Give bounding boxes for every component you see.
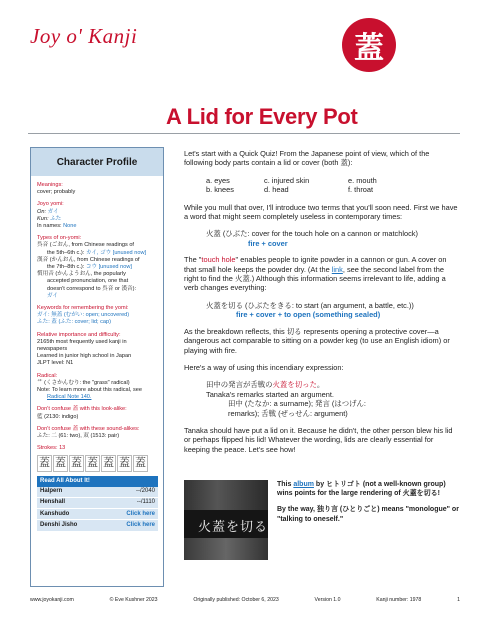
on-reading: ガイ (47, 208, 59, 215)
kanji-seal: 蓋 (342, 18, 396, 72)
example-hibuta (206, 229, 460, 248)
keyword-line-1: ガイ: 無蓋 (むがい: open; uncovered) (37, 312, 130, 319)
strokes-heading: Strokes: 13 (37, 445, 66, 452)
relative-heading: Relative importance and difficulty: (37, 331, 121, 338)
site-logo: Joy o' Kanji (30, 24, 138, 48)
relative-line-1: 2165th most frequently used kanji in newspapers (37, 338, 127, 353)
cannon-link[interactable]: link (331, 264, 343, 274)
breakdown-paragraph: As the breakdown reflects, this 切る represents opening a protective cover—a dangerous act comparable to sitting on a powder keg (to use an English idiom) or playing with fire. (184, 326, 450, 355)
keyword-line-2: ふた: 蓋 (ふた: cover; lid; cap) (37, 319, 111, 326)
joyo-heading: Joyo yomi: (37, 201, 64, 208)
example-kiru-line: 火蓋を切る (ひぶたをきる: to start (an argument, a battle, etc.)) (206, 300, 414, 310)
text-run: " enables people to ignite powder in a cannon or gun. A cover on that small hole keeps the powder dry. (At the (184, 255, 447, 274)
types-heading: Types of on-yomi: (37, 235, 82, 242)
character-profile (30, 147, 164, 587)
album-cover-title: 火蓋を切る (198, 520, 268, 535)
album-art-top (184, 480, 268, 510)
kun-reading: ふた (50, 215, 62, 222)
table-row (37, 520, 158, 531)
ref-name: Henshall (37, 497, 104, 508)
ref-name: Denshi Jisho (37, 520, 104, 531)
example-sentence (206, 380, 460, 418)
table-row (37, 487, 158, 498)
quiz-option: c. injured skin (264, 175, 310, 185)
footer-version: Version 1.0 (314, 597, 341, 603)
page-title: A Lid for Every Pot (166, 104, 358, 129)
quiz-option: e. mouth (348, 175, 377, 185)
kan-on-line2: the 7th–8th c.): (47, 264, 85, 271)
radical-line-1: 艹 (くさかんむり: the "grass" radical) (37, 379, 130, 386)
vocab-note-1: 田中 (たなか: a surname); 発言 (はつげん: (228, 399, 366, 409)
table-row (37, 497, 158, 508)
text-run: 田中の発言が舌戦の (206, 380, 273, 390)
usage-paragraph: Here's a way of using this incendiary expression: (184, 362, 344, 372)
text-run: This (277, 481, 294, 488)
ref-value: --/1110 (104, 497, 158, 508)
stroke-step: 蓋 (53, 455, 68, 472)
meanings-heading: Meanings: (37, 182, 63, 188)
page-footer (30, 597, 460, 603)
names-value: None (63, 223, 77, 230)
go-on-line2: the 5th–6th c.): (47, 249, 85, 256)
meanings-value: cover; probably (37, 189, 76, 196)
touch-hole-paragraph (184, 255, 460, 293)
stroke-step: 蓋 (85, 455, 100, 472)
relative-line-3: JLPT level: N1 (37, 360, 74, 367)
text-run: by ヒトリゴト (not a well-known group) wins points for the large rendering of 火蓋を切る! (277, 481, 446, 498)
touch-hole-term: touch hole (201, 255, 236, 265)
footer-site: www.joyokanji.com (30, 597, 74, 603)
example-kiru-breakdown: fire + cover + to open (something sealed) (236, 310, 381, 320)
soundalike-line: ふた: 二 (61: two), 双 (1513: pair) (37, 433, 120, 440)
relative-line-2: Learned in junior high school in Japan (37, 353, 132, 360)
terms-paragraph: While you mull that over, I'll introduce two terms that you'll soon need. First we have a word that might seem completely useless in contemporary times: (184, 202, 458, 222)
footer-kanji-number: Kanji number: 1978 (376, 597, 422, 603)
text-run: The " (184, 255, 202, 265)
reference-table-header: Read All About It! (37, 476, 158, 487)
on-label: On: (37, 208, 47, 215)
album-caption (277, 480, 461, 531)
text-run: , see the second label from the right to find the 火蓋.) Although this information seems irrelevant to life, adding a verb changes everything: (184, 264, 446, 293)
monologue-note: By the way, 独り言 (ひとりごと) means "monologue" or "talking to oneself." (277, 506, 459, 523)
example-hibuta-line: 火蓋 (ひぶた: cover for the touch hole on a cannon or matchlock) (206, 229, 418, 239)
stroke-step: 蓋 (37, 455, 52, 472)
kan-on-line: 漢音 (かんおん, from Chinese readings of (37, 256, 140, 263)
footer-page-number: 1 (457, 597, 460, 603)
kun-label: Kun: (37, 215, 49, 222)
lookalike-line: 藍 (2130: indigo) (37, 413, 79, 420)
table-row (37, 509, 158, 520)
quiz-option: d. head (264, 185, 289, 195)
go-on-line: 呉音 (ごおん, from Chinese readings of (37, 242, 134, 249)
kan-on-value: コウ [unused now] (85, 264, 132, 271)
footer-published: Originally published: October 6, 2023 (193, 597, 279, 603)
kanyo-line3: doesn't correspond to 呉音 or 漢音): (47, 285, 137, 292)
highlight-phrase: 火蓋を切った (272, 380, 317, 390)
example-kiru (206, 301, 460, 320)
quiz-option: f. throat (348, 185, 374, 195)
stroke-step: 蓋 (117, 455, 132, 472)
reference-table (37, 476, 158, 532)
ref-value: --/2040 (104, 487, 158, 498)
vocab-note-2: remarks); 舌戦 (ぜっせん: argument) (228, 408, 348, 418)
go-on-value: カイ, ゴウ [unused now] (85, 249, 147, 256)
keywords-heading: Keywords for remembering the yomi: (37, 305, 129, 312)
soundalike-heading: Don't confuse 蓋 with these sound-alikes: (37, 425, 140, 432)
kanyo-line2: accepted pronunciation, one that (47, 278, 129, 285)
album-cover-image[interactable] (184, 480, 268, 560)
stroke-step: 蓋 (133, 455, 148, 472)
album-art-bottom (184, 538, 268, 560)
intro-paragraph: Let's start with a Quick Quiz! From the Japanese point of view, which of the following body parts contain a lid or cover (both 蓋): (184, 149, 430, 168)
quiz-options (206, 176, 460, 195)
album-link[interactable]: album (293, 481, 314, 488)
quiz-option: b. knees (206, 185, 234, 195)
radical-heading: Radical: (37, 372, 58, 379)
kanyo-value: ガイ (47, 292, 59, 299)
text-run: 。 (316, 380, 325, 390)
kanyo-line: 慣用音 (かんようおん, the popularly (37, 271, 126, 278)
kanshudo-link[interactable]: Click here (104, 509, 158, 520)
quiz-option: a. eyes (206, 175, 230, 185)
example-hibuta-breakdown: fire + cover (248, 238, 288, 248)
ref-name: Halpern (37, 487, 104, 498)
lookalike-heading: Don't confuse 蓋 with this look-alike: (37, 406, 127, 413)
article-body (184, 149, 460, 462)
stroke-step: 蓋 (101, 455, 116, 472)
stroke-order-strip (37, 455, 158, 472)
names-label: In names: (37, 223, 62, 230)
footer-copyright: © Eve Kushner 2023 (109, 597, 158, 603)
closing-paragraph: Tanaka should have put a lid on it. Because he didn't, the other person blew his lid or perhaps flipped his lid! Whatever the wording, lids are clearly essential for keeping the peace. Let's see how! (184, 425, 453, 454)
radical-line-2: Note: To learn more about this radical, see (37, 387, 142, 394)
denshi-jisho-link[interactable]: Click here (104, 520, 158, 531)
stroke-step: 蓋 (69, 455, 84, 472)
radical-note-link[interactable]: Radical Note 140. (47, 394, 92, 401)
profile-title: Character Profile (31, 148, 163, 176)
title-divider (28, 133, 460, 134)
sentence-translation: Tanaka's remarks started an argument. (206, 389, 334, 399)
ref-name: Kanshudo (37, 509, 104, 520)
